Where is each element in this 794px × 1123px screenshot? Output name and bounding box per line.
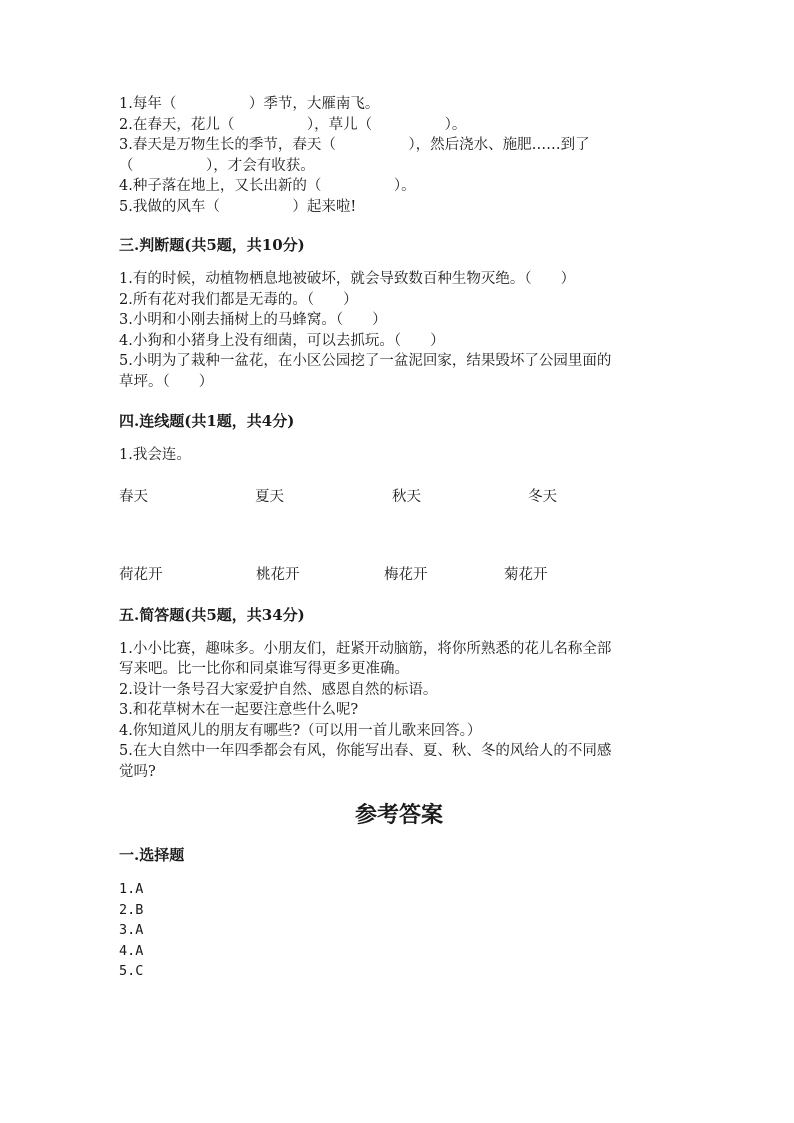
- question-item-continuation: （ ），才会有收获。: [119, 157, 315, 174]
- season-row: [119, 487, 679, 507]
- flower-label: 荷花开: [119, 566, 163, 583]
- question-item: 3.和花草树木在一起要注意些什么呢?: [119, 702, 359, 718]
- season-label: 夏天: [255, 488, 284, 505]
- answer-item: 4.A: [119, 942, 144, 959]
- answer-item: 1.A: [119, 881, 144, 897]
- question-item-continuation: 觉吗?: [119, 763, 156, 780]
- question-item: 5.在大自然中一年四季都会有风，你能写出春、夏、秋、冬的风给人的不同感: [119, 743, 612, 759]
- flower-label: 梅花开: [384, 566, 428, 583]
- answer-item: 2.B: [119, 901, 144, 918]
- matching-prompt: 1.我会连。: [119, 447, 191, 463]
- flower-label: 桃花开: [256, 566, 300, 583]
- question-item: 2.在春天，花儿（ ），草儿（ ）。: [119, 116, 467, 133]
- question-item-continuation: 草坪。（ ）: [119, 373, 214, 390]
- question-item: 3.小明和小刚去捅树上的马蜂窝。（ ）: [119, 312, 387, 328]
- season-label: 春天: [119, 488, 148, 505]
- question-item: 1.有的时候，动植物栖息地被破坏，就会导致数百种生物灭绝。（ ）: [119, 271, 576, 287]
- judgement-list: [119, 269, 679, 392]
- section-title-choice: 一.选择题: [119, 846, 185, 864]
- section-title-judgement: 三.判断题(共5题，共10分): [119, 236, 305, 254]
- question-item: 5.小明为了栽种一盆花，在小区公园挖了一盆泥回家，结果毁坏了公园里面的: [119, 353, 612, 369]
- fill-blank-list: [119, 94, 679, 217]
- question-item: 1.小小比赛，趣味多。小朋友们，赶紧开动脑筋，将你所熟悉的花儿名称全部: [119, 640, 612, 657]
- answer-key-title: 参考答案: [354, 802, 443, 828]
- question-item: 1.每年（ ）季节，大雁南飞。: [119, 96, 380, 112]
- question-item: 4.种子落在地上，又长出新的（ ）。: [119, 178, 416, 194]
- question-item: 3.春天是万物生长的季节，春天（ ），然后浇水、施肥……到了: [119, 137, 590, 153]
- section-title-matching: 四.连线题(共1题，共4分): [119, 412, 295, 430]
- answer-item: 5.C: [119, 963, 144, 979]
- question-item: 5.我做的风车（ ）起来啦!: [119, 198, 357, 215]
- question-item: 4.你知道风儿的朋友有哪些?（可以用一首儿歌来回答。）: [119, 722, 482, 739]
- flower-row: [119, 565, 679, 585]
- answer-item: 3.A: [119, 922, 144, 938]
- section-title-short-answer: 五.简答题(共5题，共34分): [119, 605, 305, 624]
- worksheet-page: [119, 94, 679, 982]
- flower-label: 菊花开: [504, 566, 548, 583]
- question-item: 2.设计一条号召大家爱护自然、感恩自然的标语。: [119, 681, 438, 698]
- question-item: 4.小狗和小猪身上没有细菌，可以去抓玩。（ ）: [119, 332, 445, 349]
- season-label: 冬天: [528, 488, 557, 505]
- short-answer-list: [119, 639, 679, 783]
- answer-list: [119, 879, 679, 982]
- question-item-continuation: 写来吧。比一比你和同桌谁写得更多更准确。: [119, 661, 409, 677]
- season-label: 秋天: [392, 488, 421, 505]
- question-item: 2.所有花对我们都是无毒的。（ ）: [119, 291, 358, 308]
